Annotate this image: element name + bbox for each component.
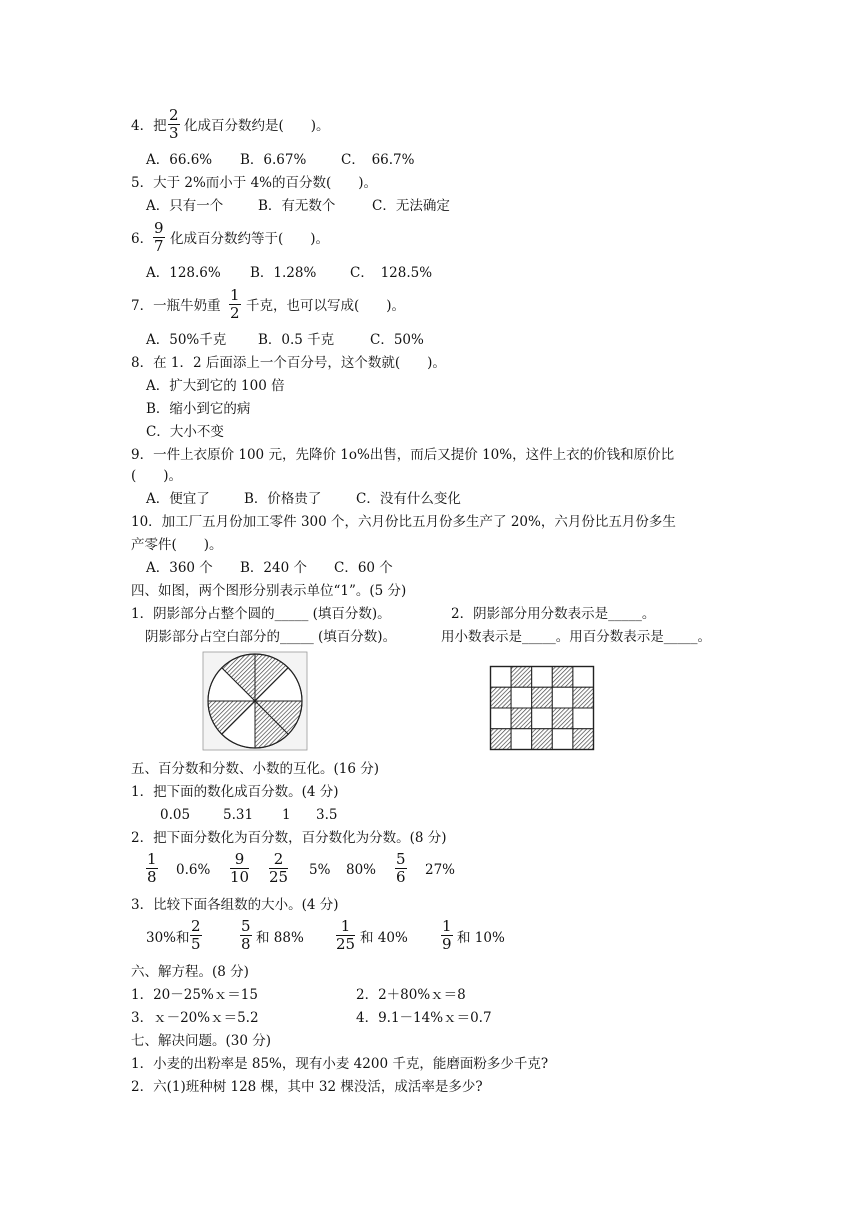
grid-cell [552, 687, 573, 708]
grid-cell [532, 687, 553, 708]
q6-suffix: 化成百分数约等于( )。 [170, 231, 330, 247]
s5-p2-frac-3: $\frac{2}{25}$ [269, 850, 289, 886]
section6-heading: 六、解方程。(8 分) [131, 964, 249, 980]
q4-option-b: B．6.67% [240, 152, 307, 168]
grid-cell [511, 708, 532, 729]
s5-p2-frac-1: $\frac{1}{8}$ [147, 850, 157, 886]
q9-option-b: B．价格贵了 [244, 491, 322, 507]
q8-text: 8．在 1．2 后面添上一个百分号，这个数就( )。 [131, 355, 446, 371]
q5-option-b: B．有无数个 [258, 198, 336, 214]
s5-p3-b-suffix: 和 88% [256, 930, 304, 946]
q10-line2: 产零件( )。 [131, 537, 223, 553]
q7-suffix: 千克，也可以写成( )。 [246, 298, 406, 314]
grid-cell [532, 729, 553, 750]
grid-cell [511, 729, 532, 750]
s5-p2-item-1: 0.6% [176, 862, 211, 878]
s4-q2-line2: 用小数表示是_____。用百分数表示是_____。 [441, 629, 711, 645]
q9-option-c: C．没有什么变化 [356, 491, 461, 507]
q6-option-b: B．1.28% [250, 265, 317, 281]
q10-option-a: A．360 个 [146, 560, 213, 576]
s5-p2-item-3: 80% [346, 862, 377, 878]
section7-heading: 七、解决问题。(30 分) [131, 1033, 272, 1049]
q9-line2: ( )。 [131, 468, 183, 484]
q10-line1: 10．加工厂五月份加工零件 300 个，六月份比五月份多生产了 20%，六月份比五月份多生 [131, 514, 676, 530]
s6-equation-2: 2．2＋80%ｘ＝8 [356, 987, 466, 1003]
grid-cell [573, 687, 594, 708]
grid-cell [573, 667, 594, 688]
s5-p3-c-frac: $\frac{1}{25}$ [336, 917, 356, 953]
q8-option-a: A．扩大到它的 100 倍 [146, 378, 285, 394]
q10-option-c: C．60 个 [334, 560, 393, 576]
s5-p1-num-3: 1 [282, 807, 291, 823]
s5-p3-a-frac: $\frac{2}{5}$ [191, 917, 201, 953]
s4-q1-line1: 1．阴影部分占整个圆的_____ (填百分数)。 [131, 606, 391, 622]
s5-p3-d-suffix: 和 10% [457, 930, 505, 946]
q9-line1: 9．一件上衣原价 100 元，先降价 1o%出售，而后又提价 10%，这件上衣的价钱和原价比 [131, 447, 675, 463]
s4-q2-line1: 2．阴影部分用分数表示是_____。 [451, 606, 656, 622]
q7-option-a: A．50%千克 [146, 332, 227, 348]
q7-option-c: C．50% [370, 332, 424, 348]
q7-option-b: B．0.5 千克 [258, 332, 335, 348]
section4-heading: 四、如图，两个图形分别表示单位“1”。(5 分) [131, 583, 407, 599]
shaded-circle-figure [202, 651, 308, 751]
grid-cell [491, 667, 512, 688]
q5-option-a: A．只有一个 [146, 198, 224, 214]
q4-option-a: A．66.6% [146, 152, 213, 168]
q8-option-c: C．大小不变 [146, 424, 224, 440]
q9-option-a: A．便宜了 [146, 491, 210, 507]
s5-p1-num-2: 5.31 [223, 807, 254, 823]
s5-part2: 2．把下面分数化为百分数，百分数化为分数。(8 分) [131, 830, 447, 846]
q4-option-c: C． 66.7% [341, 152, 415, 168]
s5-p2-frac-2: $\frac{9}{10}$ [230, 850, 250, 886]
grid-cell [491, 687, 512, 708]
s5-p2-frac-4: $\frac{5}{6}$ [396, 850, 406, 886]
q6-prefix: 6． [131, 231, 154, 247]
s5-p2-item-2: 5% [309, 862, 331, 878]
grid-cell [491, 708, 512, 729]
s5-p3-b-frac: $\frac{5}{8}$ [241, 917, 251, 953]
grid-cell [532, 667, 553, 688]
grid-cell [511, 687, 532, 708]
grid-cell [573, 708, 594, 729]
s5-p3-c-suffix: 和 40% [360, 930, 408, 946]
q8-option-b: B．缩小到它的病 [146, 401, 251, 417]
q7-fraction: $\frac{1}{2}$ [230, 286, 240, 322]
grid-cell [532, 708, 553, 729]
grid-cell [491, 729, 512, 750]
grid-cell [552, 708, 573, 729]
q4-suffix: 化成百分数约是( )。 [184, 118, 330, 134]
q10-option-b: B．240 个 [240, 560, 307, 576]
grid-cell [552, 729, 573, 750]
s5-p3-d-frac: $\frac{1}{9}$ [442, 917, 452, 953]
s5-p2-item-4: 27% [425, 862, 456, 878]
q6-option-c: C． 128.5% [350, 265, 433, 281]
s5-part1: 1．把下面的数化成百分数。(4 分) [131, 784, 339, 800]
q4-fraction: $\frac{2}{3}$ [169, 106, 179, 142]
s4-q1-line2: 阴影部分占空白部分的_____ (填百分数)。 [145, 629, 397, 645]
s7-question-2: 2．六(1)班种树 128 棵，其中 32 棵没活，成活率是多少? [131, 1079, 483, 1095]
s6-equation-1: 1．20－25%ｘ＝15 [131, 987, 258, 1003]
s6-equation-3: 3．ｘ－20%ｘ＝5.2 [131, 1010, 259, 1026]
s5-p1-num-4: 3.5 [316, 807, 338, 823]
s7-question-1: 1．小麦的出粉率是 85%，现有小麦 4200 千克，能磨面粉多少千克? [131, 1056, 549, 1072]
s5-p1-num-1: 0.05 [160, 807, 191, 823]
q4-prefix: 4．把 [131, 118, 167, 134]
section5-heading: 五、百分数和分数、小数的互化。(16 分) [131, 761, 380, 777]
q5-text: 5．大于 2%而小于 4%的百分数( )。 [131, 175, 378, 191]
grid-cell [573, 729, 594, 750]
s5-p3-a-prefix: 30%和 [146, 930, 190, 946]
s5-part3: 3．比较下面各组数的大小。(4 分) [131, 897, 339, 913]
s6-equation-4: 4．9.1－14%ｘ＝0.7 [356, 1010, 492, 1026]
grid-cell [552, 667, 573, 688]
q6-option-a: A．128.6% [146, 265, 221, 281]
q6-fraction: $\frac{9}{7}$ [154, 219, 164, 255]
shaded-grid-figure [489, 665, 595, 751]
q5-option-c: C．无法确定 [372, 198, 450, 214]
q7-prefix: 7．一瓶牛奶重 [131, 298, 221, 314]
grid-cell [511, 667, 532, 688]
